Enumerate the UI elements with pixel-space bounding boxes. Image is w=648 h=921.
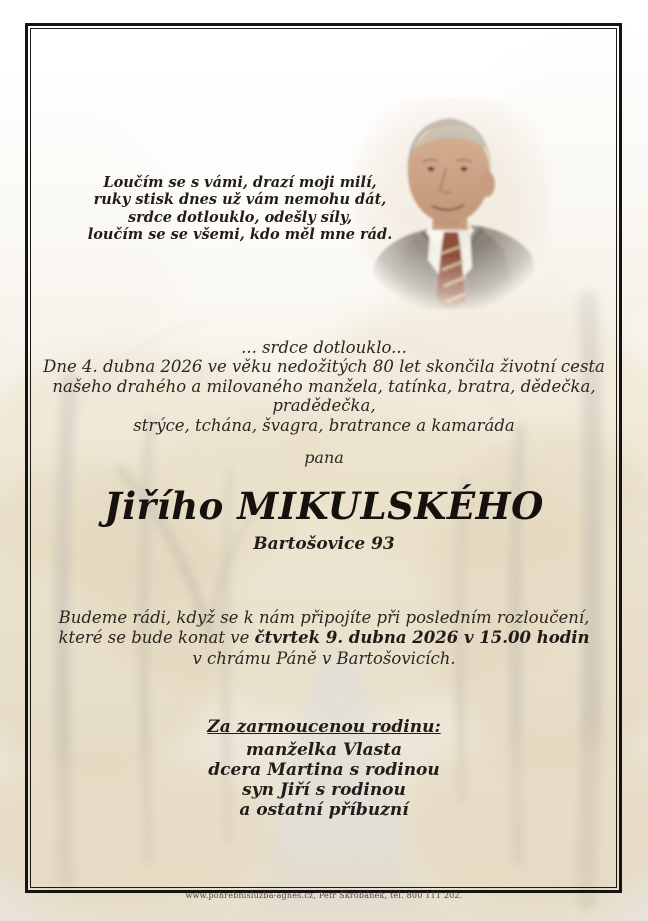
deceased-address: Bartošovice 93 bbox=[253, 534, 395, 554]
invitation-line: Budeme rádi, když se k nám připojíte při posledním rozloučení, bbox=[58, 608, 590, 627]
obituary-intro: ... srdce dotlouklo... bbox=[241, 338, 407, 357]
family-member: a ostatní příbuzní bbox=[239, 800, 409, 820]
funeral-service-footer: www.pohrebnisluzba-agnes.cz, Petr Škrobánek, tel. 800 111 202. bbox=[185, 891, 463, 900]
poem-line: loučím se se všemi, kdo měl mne rád. bbox=[87, 226, 393, 244]
family-member: manželka Vlasta bbox=[245, 740, 403, 760]
deceased-name: Jiřího MIKULSKÉHO bbox=[104, 484, 544, 528]
poem-line: Loučím se s vámi, drazí moji milí, bbox=[103, 174, 377, 191]
obituary-paragraph bbox=[31, 338, 617, 435]
obituary-line: našeho drahého a milovaného manžela, tatínka, bratra, dědečka, pradědečka, bbox=[52, 376, 596, 416]
funeral-place: v chrámu Páně v Bartošovicích. bbox=[192, 648, 456, 668]
obituary-line: strýce, tchána, švagra, bratrance a kamaráda bbox=[133, 415, 515, 435]
family-member: syn Jiří s rodinou bbox=[242, 780, 406, 800]
honorific-prefix: pana bbox=[304, 448, 344, 467]
family-members-list bbox=[31, 740, 617, 820]
invitation-line bbox=[31, 628, 617, 648]
family-member: dcera Martina s rodinou bbox=[208, 760, 440, 780]
poem-line: ruky stisk dnes už vám nemohu dát, bbox=[93, 191, 387, 209]
obituary-line: Dne 4. dubna 2026 ve věku nedožitých 80 let skončila životní cesta bbox=[43, 357, 605, 377]
funeral-date-time: čtvrtek 9. dubna 2026 v 15.00 hodin bbox=[254, 628, 590, 648]
funeral-invitation bbox=[31, 608, 617, 669]
family-section-heading: Za zarmoucenou rodinu: bbox=[207, 717, 441, 737]
farewell-poem bbox=[72, 174, 408, 244]
invitation-date-prefix: které se bude konat ve bbox=[58, 628, 255, 648]
poem-line: srdce dotlouklo, odešly síly, bbox=[127, 208, 353, 226]
